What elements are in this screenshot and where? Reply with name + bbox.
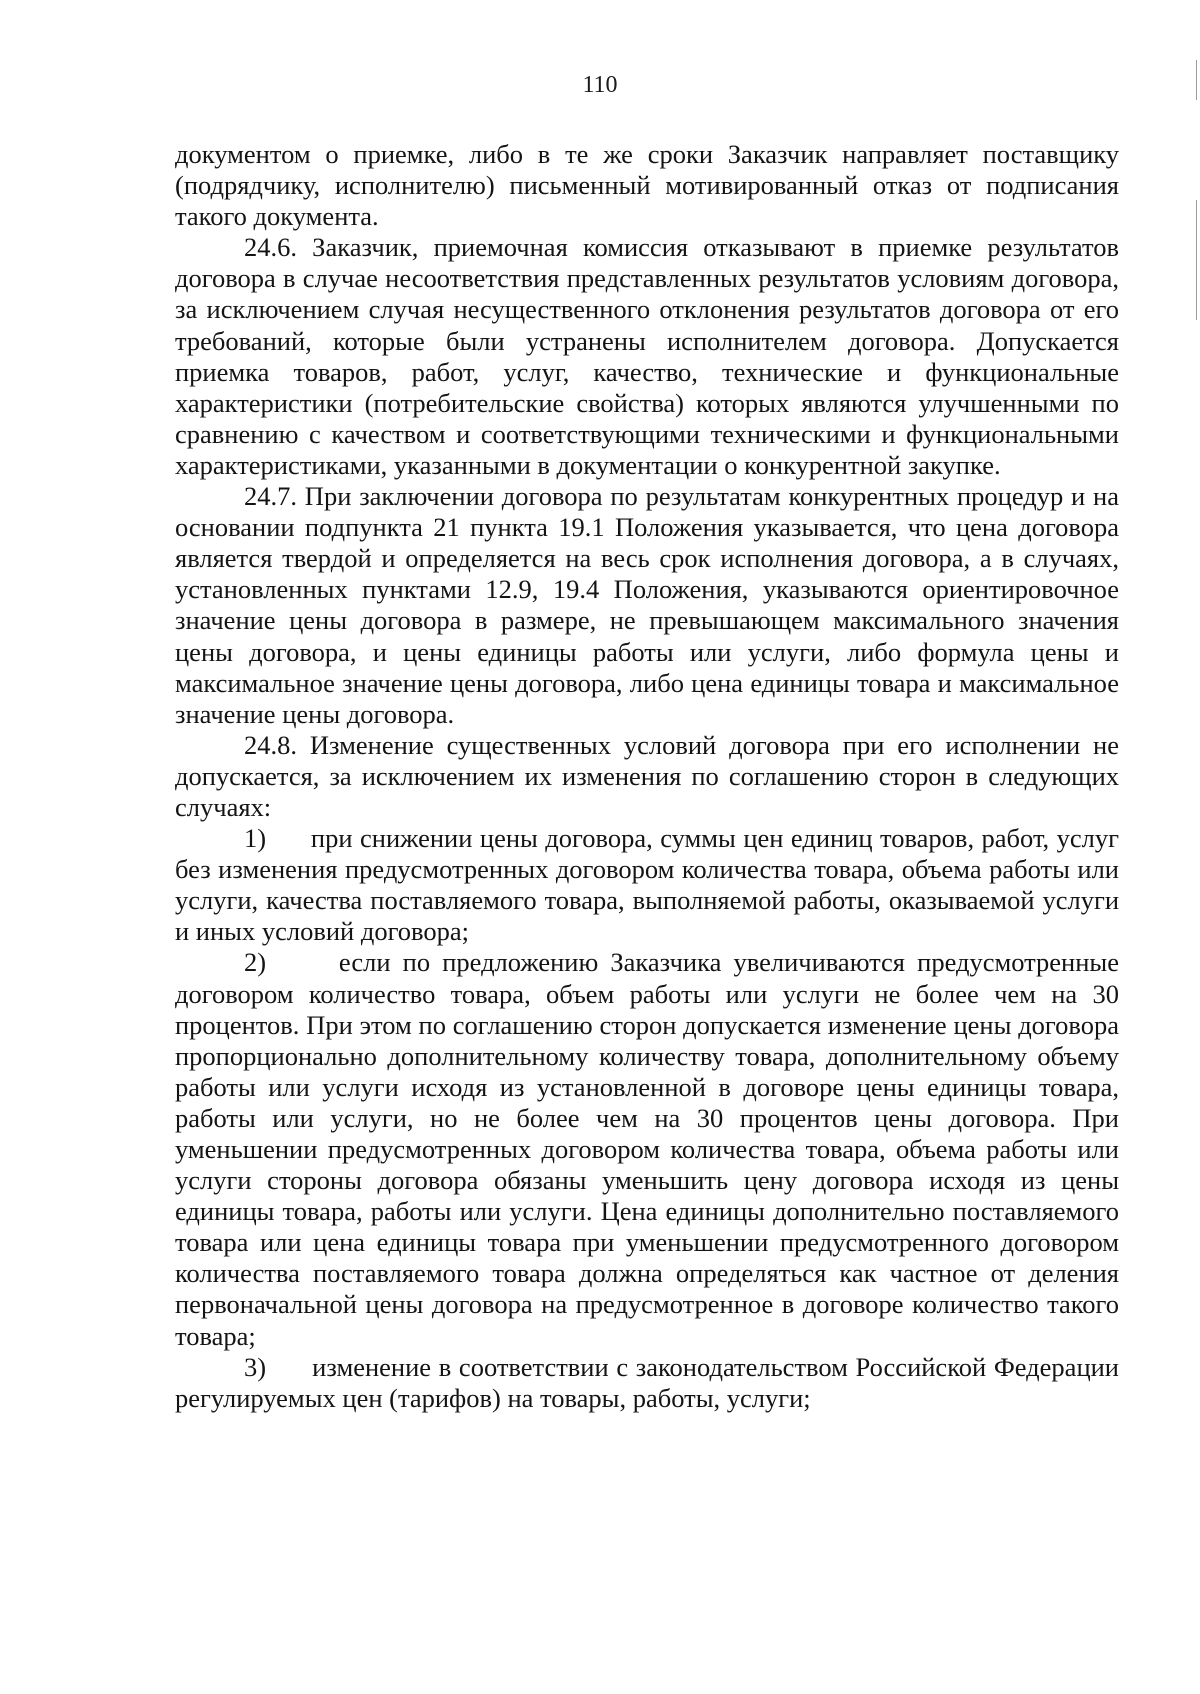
scan-edge-marks — [1192, 60, 1200, 360]
list-item-1: 1) при снижении цены договора, суммы цен единиц товаров, работ, услуг без изменения предусмотренных договором количества товара, объема работы или услуги, качества поставляемого товара, выполняемой работы, оказываемой услуги и иных условий договора; — [175, 823, 1119, 947]
paragraph-continuation: документом о приемке, либо в те же сроки Заказчик направляет поставщику (подрядчику, исполнителю) письменный мотивированный отказ от подписания такого документа. — [175, 139, 1119, 232]
paragraph-24-8: 24.8. Изменение существенных условий договора при его исполнении не допускается, за исключением их изменения по соглашению сторон в следующих случаях: — [175, 729, 1119, 822]
list-item-3: 3) изменение в соответствии с законодательством Российской Федерации регулируемых цен (тарифов) на товары, работы, услуги; — [175, 1351, 1119, 1413]
document-body — [175, 139, 1119, 1414]
paragraph-24-6: 24.6. Заказчик, приемочная комиссия отказывают в приемке результатов договора в случае несоответствия представленных результатов условиям договора, за исключением случая несущественного отклонения результатов договора от его требований, которые были устранены исполнителем договора. Допускается приемка товаров, работ, услуг, качество, технические и функциональные характеристики (потребительские свойства) которых являются улучшенными по сравнению с качеством и соответствующими техническими и функциональными характеристиками, указанными в документации о конкурентной закупке. — [175, 232, 1119, 480]
page-number: 110 — [582, 72, 618, 98]
paragraph-24-7: 24.7. При заключении договора по результатам конкурентных процедур и на основании подпункта 21 пункта 19.1 Положения указывается, что цена договора является твердой и определяется на весь срок исполнения договора, а в случаях, установленных пунктами 12.9, 19.4 Положения, указываются ориентировочное значение цены договора в размере, не превышающем максимального значения цены договора, и цены единицы работы или услуги, либо формула цены и максимальное значение цены договора, либо цена единицы товара и максимальное значение цены договора. — [175, 481, 1119, 729]
list-item-2: 2) если по предложению Заказчика увеличиваются предусмотренные договором количество товара, объем работы или услуги не более чем на 30 процентов. При этом по соглашению сторон допускается изменение цены договора пропорционально дополнительному количеству товара, дополнительному объему работы или услуги исходя из установленной в договоре цены единицы товара, работы или услуги, но не более чем на 30 процентов цены договора. При уменьшении предусмотренных договором количества товара, объема работы или услуги стороны договора обязаны уменьшить цену договора исходя из цены единицы товара, работы или услуги. Цена единицы дополнительно поставляемого товара или цена единицы товара при уменьшении предусмотренного договором количества поставляемого товара должна определяться как частное от деления первоначальной цены договора на предусмотренное в договоре количество такого товара; — [175, 947, 1119, 1351]
